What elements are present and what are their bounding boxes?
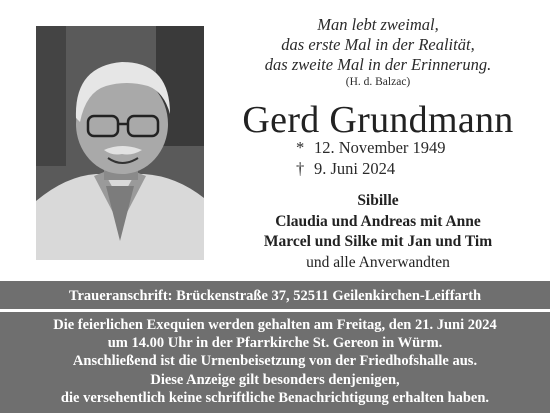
notice-line: um 14.00 Uhr in der Pfarrkirche St. Gereon in Würm. [107,335,443,352]
birth-star-icon: * [296,138,305,157]
birth-date-row [296,137,446,158]
notice-line: Anschließend ist die Urnenbeisetzung von der Friedhofshalle aus. [72,353,478,370]
quote-block [218,15,538,89]
mourner-line: Sibille [357,192,399,209]
quote-source: (H. d. Balzac) [345,76,411,88]
mourner-line: Claudia und Andreas mit Anne [275,212,481,230]
funeral-notice [0,316,550,407]
notice-line: Die feierlichen Exequien werden gehalten am Freitag, den 21. Juni 2024 [53,317,497,333]
quote-line: das erste Mal in der Realität, [281,35,475,54]
footer-divider [0,309,550,312]
notice-footer [0,281,550,413]
mourner-line: Marcel und Silke mit Jan und Tim [263,233,493,250]
birth-date: 12. November 1949 [314,138,446,157]
life-dates [296,137,446,179]
portrait-photo [36,26,204,260]
death-date-row [296,158,446,179]
mourning-address: Traueranschrift: Brückenstraße 37, 52511 Geilenkirchen-Leiffarth [68,288,482,304]
deceased-name: Gerd Grundmann [242,99,514,141]
death-date: 9. Juni 2024 [314,159,396,178]
death-cross-icon: † [296,159,305,178]
mourners-list [218,191,538,273]
mourner-line-relatives: und alle Anverwandten [306,253,450,271]
quote-line: das zweite Mal in der Erinnerung. [264,55,492,74]
notice-line: Diese Anzeige gilt besonders denjenigen, [150,371,400,388]
notice-line: die versehentlich keine schriftliche Benachrichtigung erhalten haben. [60,389,490,406]
quote-line: Man lebt zweimal, [317,15,439,34]
